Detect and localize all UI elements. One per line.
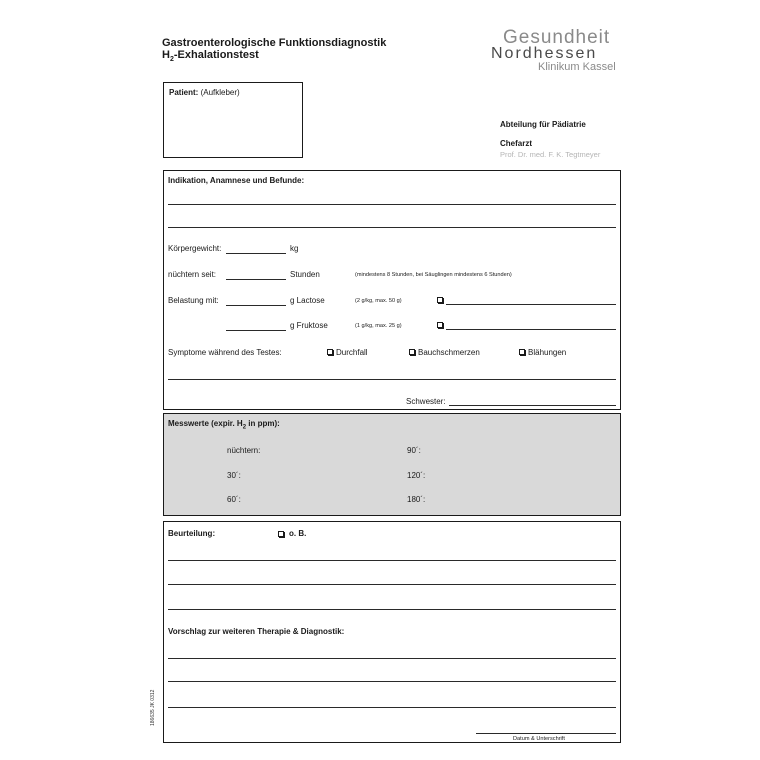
symptom-abdominal-pain-checkbox[interactable] bbox=[409, 349, 415, 355]
measure-180-label: 180´: bbox=[407, 495, 426, 504]
lactose-field[interactable] bbox=[226, 305, 286, 306]
suggestion-line-1[interactable] bbox=[168, 658, 616, 659]
symptom-bloating-checkbox[interactable] bbox=[519, 349, 525, 355]
fasting-field[interactable] bbox=[226, 279, 286, 280]
assessment-heading: Beurteilung: bbox=[168, 529, 216, 538]
measure-90-label: 90´: bbox=[407, 446, 421, 455]
normal-finding-checkbox[interactable] bbox=[278, 531, 284, 537]
symptom-diarrhea-label: Durchfall bbox=[336, 348, 368, 357]
weight-field[interactable] bbox=[226, 253, 286, 254]
patient-sticker-box[interactable] bbox=[163, 82, 303, 158]
measurements-heading bbox=[168, 419, 280, 431]
lactose-unit: g Lactose bbox=[290, 296, 325, 305]
symptoms-label: Symptome während des Testes: bbox=[168, 348, 282, 357]
indication-heading: Indikation, Anamnese und Befunde: bbox=[168, 176, 305, 185]
suggestion-line-3[interactable] bbox=[168, 707, 616, 708]
assessment-section bbox=[163, 521, 621, 743]
measure-60-label: 60´: bbox=[227, 495, 241, 504]
signature-label: Datum & Unterschrift bbox=[513, 736, 565, 742]
signature-field[interactable] bbox=[476, 733, 616, 734]
subtitle-rest: -Exhalationstest bbox=[173, 49, 259, 61]
logo-word-gesundheit: Gesundheit bbox=[503, 27, 611, 48]
lactose-other-line[interactable] bbox=[446, 304, 616, 305]
department-name: Abteilung für Pädiatrie bbox=[500, 120, 586, 129]
load-label: Belastung mit: bbox=[168, 296, 219, 305]
fructose-other-line[interactable] bbox=[446, 329, 616, 330]
measure-30-label: 30´: bbox=[227, 471, 241, 480]
patient-label: Patient: bbox=[169, 88, 199, 97]
symptom-abdominal-pain-label: Bauchschmerzen bbox=[418, 348, 480, 357]
indication-section bbox=[163, 170, 621, 410]
indication-line-2[interactable] bbox=[168, 227, 616, 228]
fasting-note: (mindestens 8 Stunden, bei Säuglingen mindestens 6 Stunden) bbox=[355, 272, 512, 278]
measure-120-label: 120´: bbox=[407, 471, 426, 480]
normal-finding-label: o. B. bbox=[289, 529, 307, 538]
logo-word-nordhessen: Nordhessen bbox=[491, 45, 598, 62]
measure-fasting-label: nüchtern: bbox=[227, 446, 261, 455]
logo-word-klinikum: Klinikum Kassel bbox=[538, 61, 616, 73]
assessment-line-3[interactable] bbox=[168, 609, 616, 610]
fasting-label: nüchtern seit: bbox=[168, 270, 217, 279]
indication-line-1[interactable] bbox=[168, 204, 616, 205]
chief-label: Chefarzt bbox=[500, 139, 533, 148]
assessment-line-2[interactable] bbox=[168, 584, 616, 585]
weight-unit: kg bbox=[290, 244, 299, 253]
form-title: Gastroenterologische Funktionsdiagnostik bbox=[162, 37, 387, 49]
fructose-note: (1 g/kg, max. 25 g) bbox=[355, 323, 402, 329]
form-subtitle bbox=[162, 49, 259, 63]
subtitle-h: H bbox=[162, 49, 170, 61]
measurements-heading-text: Messwerte (expir. H bbox=[168, 419, 243, 428]
fructose-field[interactable] bbox=[226, 330, 286, 331]
fructose-unit: g Fruktose bbox=[290, 321, 328, 330]
assessment-line-1[interactable] bbox=[168, 560, 616, 561]
chief-name: Prof. Dr. med. F. K. Tegtmeyer bbox=[500, 150, 601, 159]
subtitle-subscript: 2 bbox=[169, 56, 174, 64]
fasting-unit: Stunden bbox=[290, 270, 320, 279]
fructose-checkbox[interactable] bbox=[437, 322, 443, 328]
symptoms-line[interactable] bbox=[168, 379, 616, 380]
patient-label-wrap bbox=[169, 88, 240, 97]
symptom-diarrhea-checkbox[interactable] bbox=[327, 349, 333, 355]
symptom-bloating-label: Blähungen bbox=[528, 348, 567, 357]
measurements-heading-sub: 2 bbox=[242, 424, 247, 431]
form-code: 186635 JK 0312 bbox=[150, 689, 156, 726]
nurse-label: Schwester: bbox=[406, 397, 446, 406]
measurements-section bbox=[163, 413, 621, 516]
weight-label: Körpergewicht: bbox=[168, 244, 222, 253]
nurse-field[interactable] bbox=[449, 405, 616, 406]
suggestion-line-2[interactable] bbox=[168, 681, 616, 682]
patient-hint: (Aufkleber) bbox=[200, 88, 240, 97]
measurements-heading-rest: in ppm): bbox=[246, 419, 280, 428]
lactose-note: (2 g/kg, max. 50 g) bbox=[355, 298, 402, 304]
suggestion-heading: Vorschlag zur weiteren Therapie & Diagnostik: bbox=[168, 627, 345, 636]
lactose-checkbox[interactable] bbox=[437, 297, 443, 303]
